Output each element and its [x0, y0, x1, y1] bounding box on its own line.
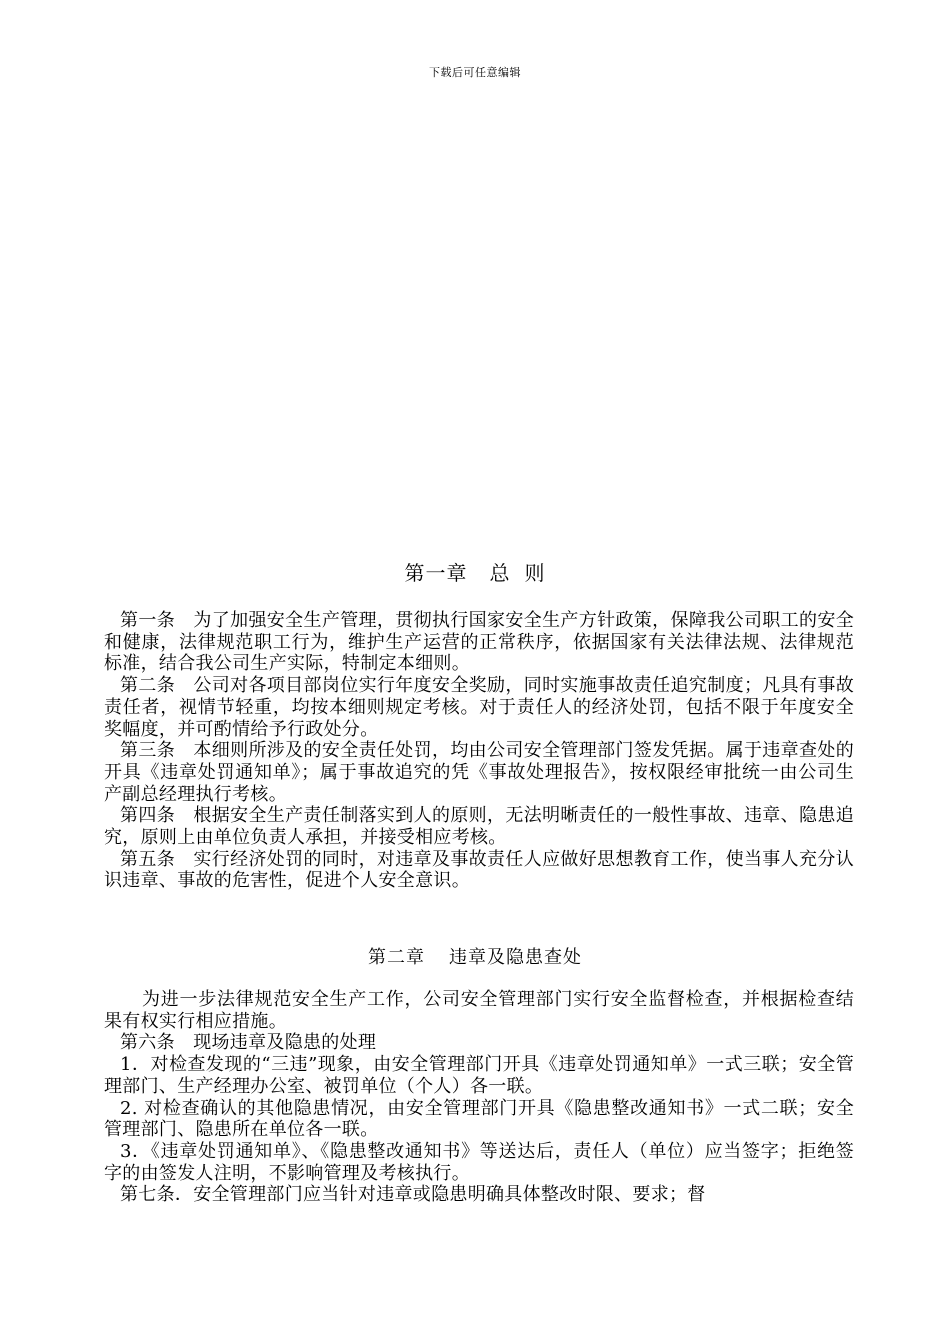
chapter-2-body — [104, 989, 854, 1206]
article-5: 第五条 实行经济处罚的同时，对违章及事故责任人应做好思想教育工作，使当事人充分认识违章、事故的危害性，促进个人安全意识。 — [104, 848, 854, 892]
article-1: 第一条 为了加强安全生产管理，贯彻执行国家安全生产方针政策，保障我公司职工的安全和健康，法律规范职工行为，维护生产运营的正常秩序，依据国家有关法律法规、法律规范标准，结合我公司生产实际，特制定本细则。 — [104, 610, 854, 675]
article-3: 第三条 本细则所涉及的安全责任处罚，均由公司安全管理部门签发凭据。属于违章查处的开具《违章处罚通知单》；属于事故追究的凭《事故处理报告》，按权限经审批统一由公司生产副总经理执行考核。 — [104, 740, 854, 805]
chapter-1-number: 第一章 — [404, 561, 468, 585]
article-7: 第七条．安全管理部门应当针对违章或隐患明确具体整改时限、要求；督 — [120, 1184, 706, 1206]
chapter-2-number: 第二章 — [368, 947, 425, 968]
article-4: 第四条 根据安全生产责任制落实到人的原则，无法明晰责任的一般性事故、违章、隐患追究，原则上由单位负责人承担，并接受相应考核。 — [104, 805, 854, 849]
article-6-item-1: 1．对检查发现的“三违”现象，由安全管理部门开具《违章处罚通知单》一式三联；安全管理部门、生产经理办公室、被罚单位（个人）各一联。 — [104, 1054, 854, 1097]
chapter-2-title — [0, 946, 950, 970]
chapter-1-body — [104, 610, 854, 892]
article-6-item-2: 2. 对检查确认的其他隐患情况，由安全管理部门开具《隐患整改通知书》一式二联；安全管理部门、隐患所在单位各一联。 — [104, 1097, 854, 1141]
chapter-1-name-part2: 则 — [524, 561, 546, 585]
page-header-note: 下载后可任意编辑 — [429, 66, 521, 79]
article-6-item-3: 3．《违章处罚通知单》、《隐患整改通知书》等送达后，责任人（单位）应当签字；拒绝签字的由签发人注明，不影响管理及考核执行。 — [104, 1140, 854, 1184]
chapter-2-name: 违章及隐患查处 — [449, 947, 582, 968]
chapter-1-title — [0, 561, 950, 585]
chapter-1-name-part1: 总 — [489, 561, 511, 585]
article-2: 第二条 公司对各项目部岗位实行年度安全奖励，同时实施事故责任追究制度；凡具有事故责任者，视情节轻重，均按本细则规定考核。对于责任人的经济处罚，包括不限于年度安全奖幅度，并可酌情给予行政处分。 — [104, 675, 854, 740]
article-6-heading: 第六条 现场违章及隐患的处理 — [120, 1032, 377, 1054]
chapter-2-intro: 为进一步法律规范安全生产工作，公司安全管理部门实行安全监督检查，并根据检查结果有权实行相应措施。 — [104, 989, 854, 1032]
